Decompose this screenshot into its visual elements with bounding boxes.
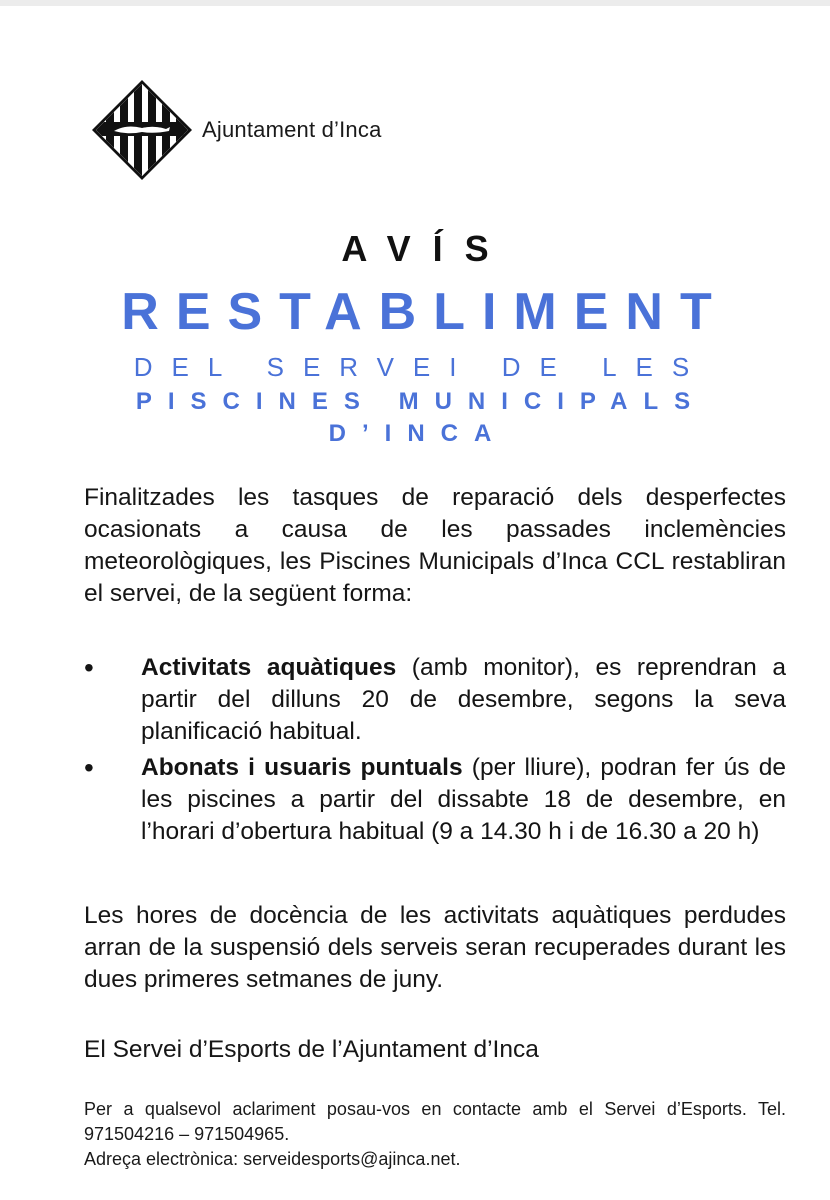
bullet-icon: • [84,652,94,683]
header-logo [90,78,382,182]
bullet-icon: • [84,752,94,783]
list-item [84,752,786,848]
service-list [84,652,786,852]
subtitle-line-2: PISCINES MUNICIPALS [135,388,707,415]
subtitle-line-3: D’INCA [328,420,508,447]
recovery-paragraph: Les hores de docència de les activitats aquàtiques perdudes arran de la suspensió dels serveis seran recuperades durant les dues primeres setmanes de juny. [84,902,786,993]
organization-name: Ajuntament d’Inca [202,117,382,142]
coat-of-arms-icon [90,78,194,182]
contact-info [84,1097,786,1172]
contact-phone-line: Per a qualsevol aclariment posau-vos en contacte amb el Servei d’Esports. Tel. 971504216 – 971504965. [84,1099,786,1144]
subtitle-line-1: DEL SERVEI DE LES [133,352,709,382]
intro-paragraph: Finalitzades les tasques de reparació dels desperfectes ocasionats a causa de les passades inclemències meteorològiques, les Piscines Municipals d’Inca CCL restabliran el servei, de la següent forma: [84,484,786,607]
list-item-heading: Abonats i usuaris puntuals [141,754,463,781]
list-item-text: (per lliure), podran fer ús de les piscines a partir del dissabte 18 de desembre, en l’horari d’obertura habitual (9 a 14.30 h i de 16.30 a 20 h) [141,754,786,845]
list-item-text: (amb monitor), es reprendran a partir del dilluns 20 de desembre, segons la seva planificació habitual. [141,654,786,745]
contact-email-line: Adreça electrònica: serveidesports@ajinca.net. [84,1149,461,1169]
list-item-heading: Activitats aquàtiques [141,654,397,681]
list-item [84,652,786,748]
notice-title: AVÍS [341,228,511,269]
signature: El Servei d’Esports de l’Ajuntament d’Inca [84,1036,539,1063]
top-bar [0,0,830,6]
headline: RESTABLIMENT [121,283,729,341]
